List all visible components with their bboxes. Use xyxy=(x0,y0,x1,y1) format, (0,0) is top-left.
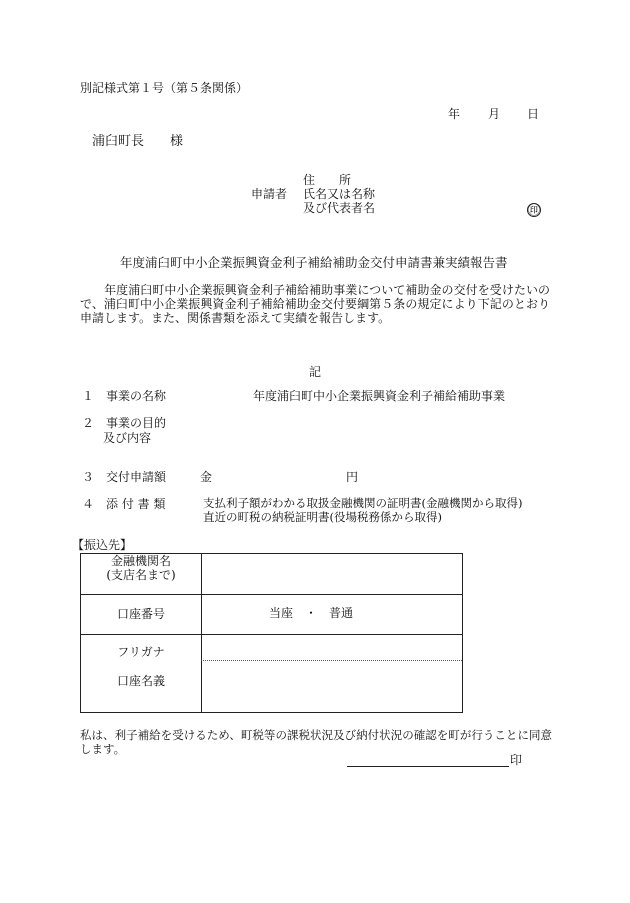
item-1-label: 事業の名称 xyxy=(106,389,167,403)
body-paragraph: 年度浦臼町中小企業振興資金利子補給補助事業について補助金の交付を受けたいので、浦臼町中小企業振興資金利子補給補助金交付要綱第５条の規定により下記のとおり申請します。また、関係書類を添えて実績を報告します。 xyxy=(80,283,550,325)
consent-seal-mark: 印 xyxy=(510,753,523,767)
bank-transfer-table xyxy=(80,553,463,713)
item-3-number: ３ xyxy=(82,470,95,484)
item-3-label: 交付申請額 xyxy=(106,470,167,484)
item-4-number: ４ xyxy=(82,497,95,511)
item-1-value: 年度浦臼町中小企業振興資金利子補給補助事業 xyxy=(253,389,506,403)
date-year-label: 年 xyxy=(448,107,461,121)
ki-marker: 記 xyxy=(309,365,322,379)
furigana-label: フリガナ xyxy=(117,645,165,659)
table-divider-row-2 xyxy=(81,634,462,635)
account-number-label: 口座番号 xyxy=(116,607,165,621)
addressee: 浦臼町長 様 xyxy=(92,134,184,149)
date-month-label: 月 xyxy=(488,107,501,121)
seal-glyph: ㊞ xyxy=(528,203,541,217)
item-3-suffix: 円 xyxy=(346,470,359,484)
transfer-heading: 【振込先】 xyxy=(72,538,133,552)
document-title: 年度浦臼町中小企業振興資金利子補給補助金交付申請書兼実績報告書 xyxy=(120,255,508,270)
address-label: 住 所 xyxy=(303,173,352,187)
form-number: 別記様式第１号（第５条関係） xyxy=(80,81,249,95)
account-holder-label: 口座名義 xyxy=(116,674,165,688)
bank-name-label: 金融機関名 xyxy=(110,554,171,568)
consent-text: 私は、利子補給を受けるため、町税等の課税状況及び納付状況の確認を町が行うことに同意します。 xyxy=(80,728,552,756)
item-4-doc-1: 支払利子額がわかる取扱金融機関の証明書(金融機関から取得) xyxy=(203,496,523,510)
item-3-prefix: 金 xyxy=(200,470,213,484)
bank-branch-label: (支店名まで) xyxy=(106,568,176,582)
seal-mark xyxy=(527,203,541,217)
item-2-number: ２ xyxy=(82,416,95,430)
item-2-label-line2: 及び内容 xyxy=(103,431,152,445)
signature-line xyxy=(347,766,509,767)
item-2-label: 事業の目的 xyxy=(106,416,167,430)
table-divider-row-1 xyxy=(81,594,462,595)
representative-label: 及び代表者名 xyxy=(303,201,376,215)
item-1-number: １ xyxy=(82,389,95,403)
table-divider-furigana xyxy=(201,660,462,661)
table-divider-vertical xyxy=(201,554,202,712)
item-4-doc-2: 直近の町税の納税証明書(役場税務係から取得) xyxy=(203,510,442,524)
account-type-options: 当座 ・ 普通 xyxy=(269,606,354,620)
name-label: 氏名又は名称 xyxy=(303,187,376,201)
applicant-label: 申請者 xyxy=(251,187,288,201)
item-4-label: 添 付 書 類 xyxy=(106,497,166,511)
date-day-label: 日 xyxy=(527,107,540,121)
